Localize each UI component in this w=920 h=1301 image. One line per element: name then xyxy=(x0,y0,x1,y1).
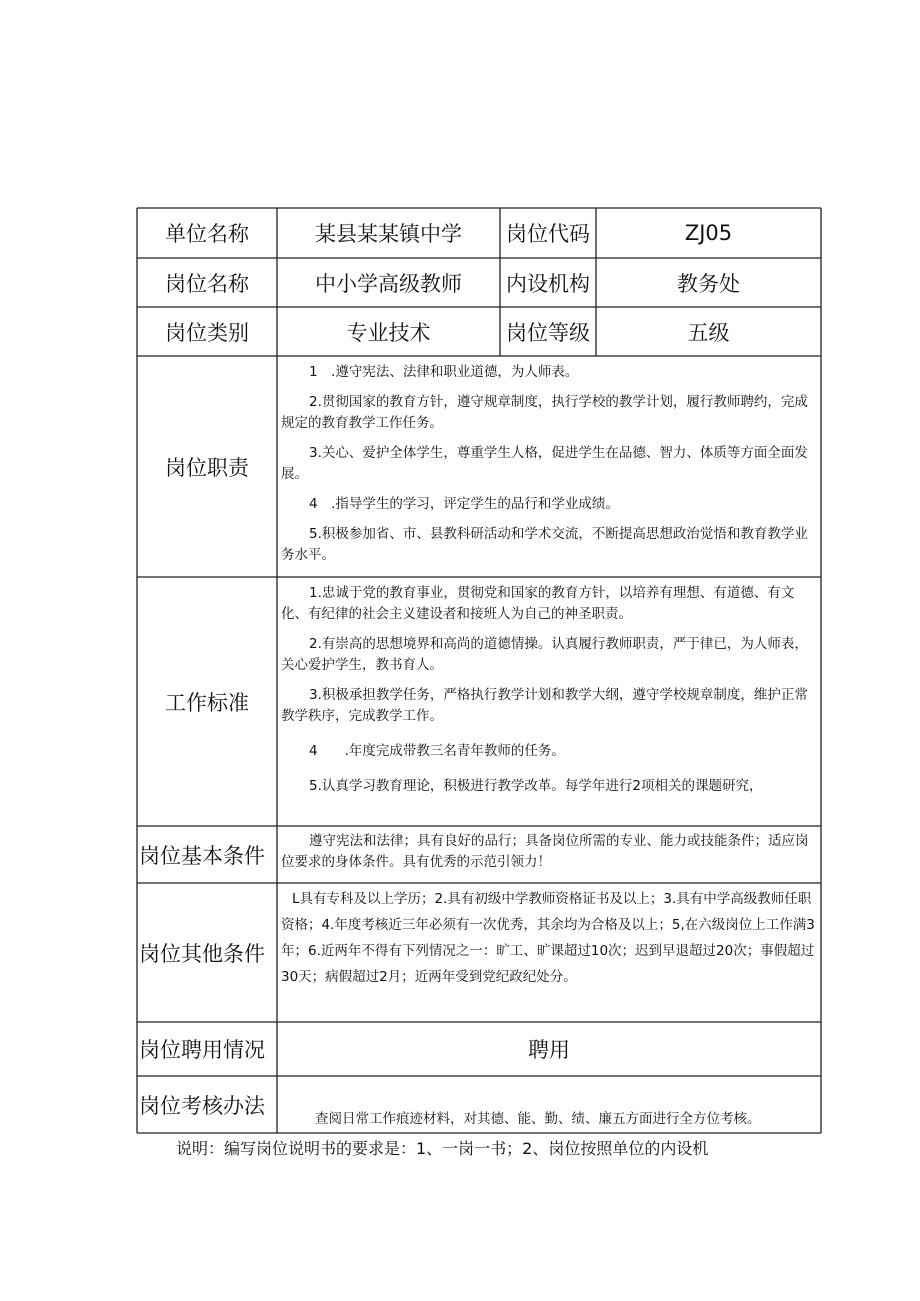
post-name-value: 中小学高级教师 xyxy=(315,271,462,296)
hiring-label: 岗位聘用情况 xyxy=(139,1038,265,1062)
standard-item: 4 .年度完成带教三名青年教师的任务。 xyxy=(309,743,565,759)
org-label: 内设机构 xyxy=(506,271,590,296)
footnote: 说明：编写岗位说明书的要求是：1、一岗一书；2、岗位按照单位的内设机 xyxy=(176,1139,709,1158)
duties-label: 岗位职责 xyxy=(165,455,249,480)
assessment-label: 岗位考核办法 xyxy=(139,1093,265,1118)
standard-item: 3.积极承担教学任务，严格执行教学计划和教学大纲，遵守学校规章制度，维护正常教学秩序，完成教学工作。 xyxy=(281,687,808,724)
grade-value: 五级 xyxy=(687,320,730,345)
post-code-value: ZJ05 xyxy=(684,221,733,245)
unit-name-label: 单位名称 xyxy=(165,222,249,246)
standard-item: 1.忠诚于党的教育事业，贯彻党和国家的教育方针，以培养有理想、有道德、有文化、有纪律的社会主义建设者和接班人为自己的神圣职责。 xyxy=(281,585,795,622)
grade-label: 岗位等级 xyxy=(506,320,590,345)
unit-name-value: 某县某某镇中学 xyxy=(315,222,462,246)
duty-item: 5.积极参加省、市、县教科研活动和学术交流，不断提高思想政治觉悟和教育教学业务水平。 xyxy=(281,526,808,563)
hiring-value: 聘用 xyxy=(528,1038,570,1062)
category-label: 岗位类别 xyxy=(165,320,249,345)
duty-item: 1 .遵守宪法、法律和职业道德，为人师表。 xyxy=(309,364,579,380)
standards-list xyxy=(278,583,821,825)
post-code-label: 岗位代码 xyxy=(506,222,590,246)
basic-conditions-label: 岗位基本条件 xyxy=(139,843,265,868)
other-conditions-text xyxy=(278,886,821,1022)
org-value: 教务处 xyxy=(677,271,740,296)
post-name-label: 岗位名称 xyxy=(165,271,249,296)
duties-list xyxy=(278,362,821,577)
duty-item: 2.贯彻国家的教育方针，遵守规章制度，执行学校的教学计划，履行教师聘约，完成规定的教育教学工作任务。 xyxy=(281,394,808,431)
duty-item: 3.关心、爱护全体学生，尊重学生人格，促进学生在品德、智力、体质等方面全面发展。 xyxy=(281,445,808,482)
standard-item: 5.认真学习教育理论，积极进行教学改革。每学年进行2项相关的课题研究， xyxy=(309,778,763,794)
other-conditions-paragraph: L具有专科及以上学历；2.具有初级中学教师资格证书及以上；3.具有中学高级教师任职资格；4.年度考核近三年必须有一次优秀，其余均为合格及以上；5,在六级岗位上工作满3年；6.近两年不得有下列情况之一：旷工、旷课超过10次；迟到早退超过20次；事假超过30天；病假超过2月；近两年受到党纪政纪处分。 xyxy=(281,891,815,985)
standards-label: 工作标准 xyxy=(165,690,249,715)
assessment-paragraph: 查阅日常工作痕迹材料，对其德、能、勤、绩、廉五方面进行全方位考核。 xyxy=(315,1111,761,1127)
other-conditions-label: 岗位其他条件 xyxy=(139,941,265,966)
duty-item: 4 .指导学生的学习，评定学生的品行和学业成绩。 xyxy=(309,496,619,512)
standard-item: 2.有崇高的思想境界和高尚的道德情操。认真履行教师职责，严于律已，为人师表，关心爱护学生，教书育人。 xyxy=(281,636,808,673)
basic-conditions-paragraph: 遵守宪法和法律；具有良好的品行；具备岗位所需的专业、能力或技能条件；适应岗位要求的身体条件。具有优秀的示范引领力！ xyxy=(281,833,809,870)
assessment-text xyxy=(278,1109,821,1133)
category-value: 专业技术 xyxy=(346,320,431,345)
basic-conditions-text xyxy=(278,831,821,883)
